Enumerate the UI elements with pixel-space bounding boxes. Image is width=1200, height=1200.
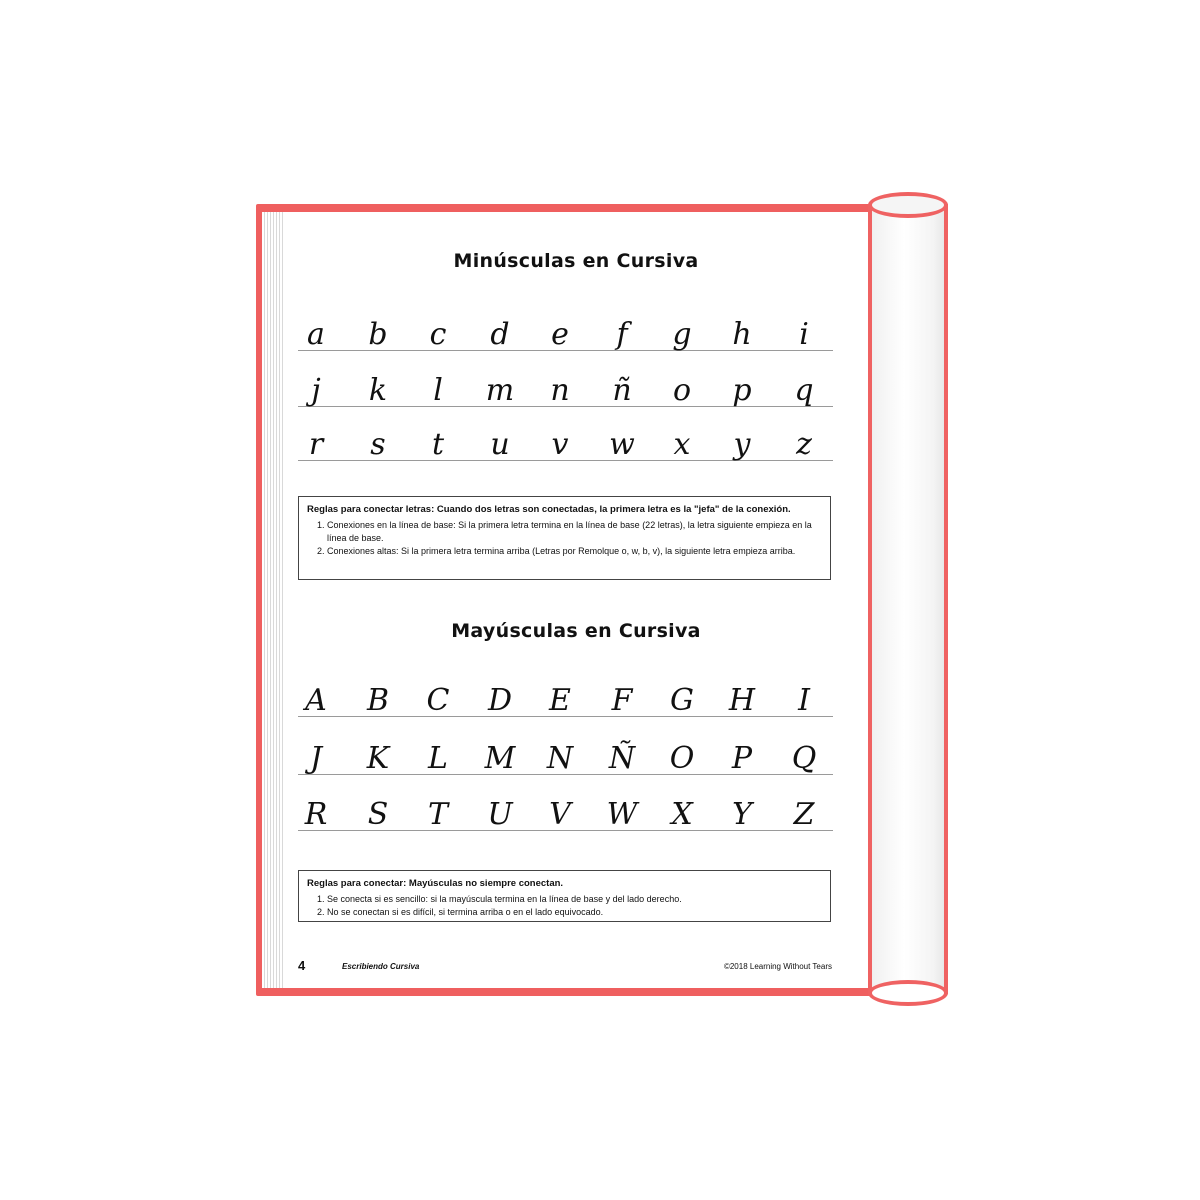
- cursive-letter: d: [490, 317, 510, 352]
- uppercase-row-2: [298, 740, 833, 790]
- cursive-letter: Ñ: [608, 741, 636, 776]
- cursive-letter: v: [551, 427, 569, 462]
- book-page: [284, 212, 868, 988]
- cursive-letter: M: [484, 741, 516, 776]
- rules-title: Reglas para conectar: Mayúsculas no siempre conectan.: [307, 878, 564, 889]
- cursive-letter: V: [549, 797, 571, 832]
- cursive-letter: q: [794, 373, 814, 408]
- cursive-letter: j: [311, 373, 321, 408]
- cursive-letter: X: [671, 797, 693, 832]
- copyright-notice: ©2018 Learning Without Tears: [723, 962, 832, 971]
- lowercase-row-3: [298, 426, 833, 476]
- cursive-letter: S: [367, 797, 389, 832]
- rule-item: 1. Conexiones en la línea de base: Si la primera letra termina en la línea de base (22 letras), la letra siguiente empieza en la línea de base.: [327, 519, 822, 545]
- rule-item: 2. Conexiones altas: Si la primera letra termina arriba (Letras por Remolque o, w, b, v), la siguiente letra empieza arriba.: [327, 545, 822, 558]
- cursive-letter: e: [551, 317, 569, 352]
- cursive-letter: k: [368, 373, 388, 408]
- cursive-letter: o: [672, 373, 692, 408]
- cursive-letter: s: [370, 427, 386, 462]
- cursive-letter: g: [672, 317, 692, 352]
- uppercase-heading: Mayúsculas en Cursiva: [451, 620, 701, 642]
- cursive-letter: L: [428, 741, 448, 776]
- rule-item: 1. Se conecta si es sencillo: si la mayúscula termina en la línea de base y del lado derecho.: [327, 893, 822, 906]
- cursive-letter: P: [731, 741, 753, 776]
- cursive-letter: ñ: [612, 373, 632, 408]
- uppercase-row-3: [298, 796, 833, 846]
- cursive-letter: u: [490, 427, 510, 462]
- uppercase-row-1: [298, 682, 833, 732]
- cursive-letter: C: [426, 683, 450, 718]
- cursive-letter: x: [673, 427, 691, 462]
- cursive-letter: I: [798, 683, 810, 718]
- cursive-letter: E: [549, 683, 571, 718]
- cursive-letter: t: [431, 427, 445, 462]
- book-title: Escribiendo Cursiva: [342, 962, 420, 971]
- curled-page-roll: [868, 192, 948, 1006]
- cursive-letter: y: [733, 427, 751, 462]
- cursive-letter: A: [305, 683, 327, 718]
- lowercase-row-1: [298, 316, 833, 366]
- cursive-letter: f: [616, 317, 628, 352]
- cursive-letter: R: [304, 797, 328, 832]
- cursive-letter: U: [487, 797, 513, 832]
- cursive-letter: l: [433, 373, 443, 408]
- cursive-letter: w: [609, 427, 635, 462]
- cursive-letter: r: [308, 427, 324, 462]
- cursive-letter: Y: [732, 797, 752, 832]
- rule-item: 2. No se conectan si es difícil, si termina arriba o en el lado equivocado.: [327, 906, 822, 919]
- cursive-letter: D: [487, 683, 513, 718]
- cursive-letter: c: [429, 317, 447, 352]
- cursive-letter: F: [611, 683, 633, 718]
- cursive-letter: a: [307, 317, 325, 352]
- cursive-letter: i: [799, 317, 809, 352]
- page-number: 4: [298, 958, 306, 973]
- cursive-letter: K: [366, 741, 390, 776]
- cursive-letter: N: [546, 741, 574, 776]
- cursive-letter: h: [732, 317, 752, 352]
- cursive-letter: W: [606, 797, 638, 832]
- cursive-letter: b: [368, 317, 388, 352]
- lowercase-heading: Minúsculas en Cursiva: [453, 250, 699, 272]
- cursive-letter: n: [550, 373, 570, 408]
- cursive-letter: G: [670, 683, 694, 718]
- cursive-letter: z: [796, 427, 812, 462]
- cursive-letter: p: [732, 373, 752, 408]
- cursive-letter: m: [485, 373, 515, 408]
- cursive-letter: H: [728, 683, 756, 718]
- cursive-letter: Q: [791, 741, 817, 776]
- rules-list: [307, 893, 822, 919]
- rules-title: Reglas para conectar letras: Cuando dos letras son conectadas, la primera letra es la "jefa" de la conexión.: [307, 504, 791, 515]
- cursive-letter: J: [309, 741, 323, 776]
- rules-list: [307, 519, 822, 558]
- cursive-letter: Z: [793, 797, 815, 832]
- lowercase-row-2: [298, 372, 833, 422]
- cursive-letter: O: [669, 741, 695, 776]
- cursive-letter: B: [366, 683, 390, 718]
- cursive-letter: T: [427, 797, 448, 832]
- lowercase-rules-box: [298, 496, 831, 580]
- uppercase-rules-box: [298, 870, 831, 922]
